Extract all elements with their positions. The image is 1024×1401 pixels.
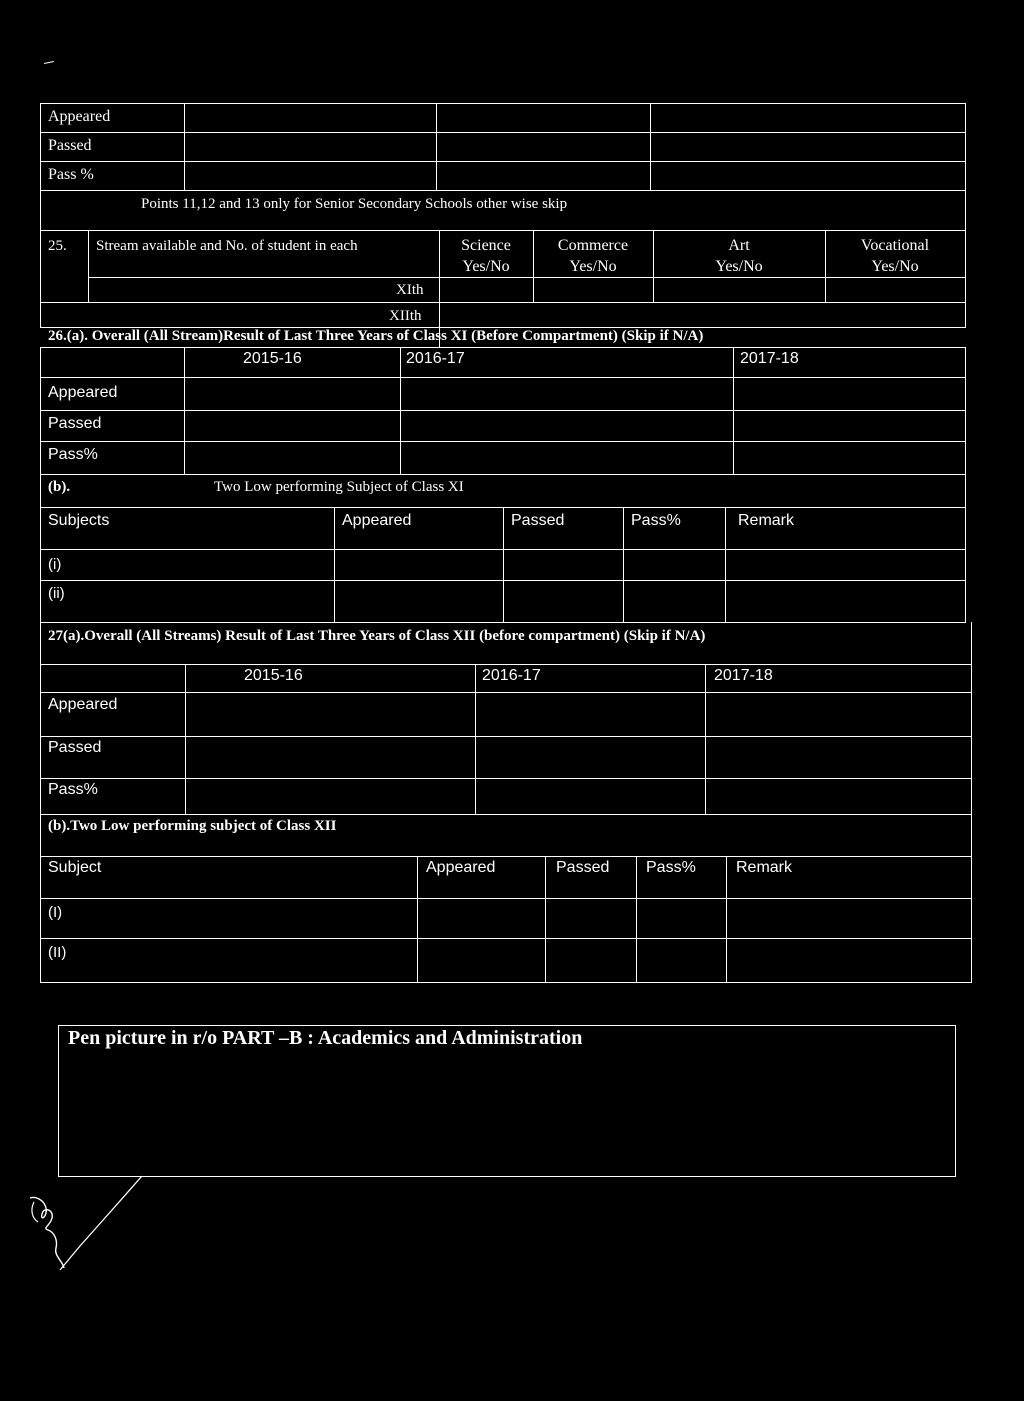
q26-row-passed: Passed [48,415,102,432]
q27-subject-2: (II) [48,944,67,961]
stream-vocational-yesno: Yes/No [871,258,919,275]
stream-art-yesno: Yes/No [715,258,763,275]
pen-picture-title: Pen picture in r/o PART –B : Academics and Administration [68,1027,583,1049]
stream-commerce: Commerce [557,237,629,254]
stream-vocational: Vocational [860,237,930,254]
row-label-pass-percent: Pass % [48,166,94,183]
q26-subject-2: (ii) [48,585,65,602]
q27-header-passed: Passed [556,859,610,876]
q27a-title: 27(a).Overall (All Streams) Result of Last Three Years of Class XII (before compartment) (Skip if N/A) [48,628,706,644]
q27-year-1: 2015-16 [244,667,303,684]
stray-mark [44,61,54,64]
q27-row-pass-percent: Pass% [48,781,98,798]
q26-year-2: 2016-17 [406,350,465,367]
class-xith: XIth [396,282,424,298]
q27-year-3: 2017-18 [714,667,773,684]
q27b-title: (b).Two Low performing subject of Class XII [48,818,337,834]
q27-year-2: 2016-17 [482,667,541,684]
senior-secondary-note: Points 11,12 and 13 only for Senior Secondary Schools other wise skip [141,196,568,212]
q27-row-appeared: Appeared [48,696,118,713]
q27-header-appeared: Appeared [426,859,496,876]
q27-header-subject: Subject [48,859,102,876]
q27-row-passed: Passed [48,739,102,756]
q26-year-1: 2015-16 [243,350,302,367]
q26-header-appeared: Appeared [342,512,412,529]
q27-subject-1: (I) [48,904,63,921]
stream-commerce-yesno: Yes/No [569,258,617,275]
stream-art: Art [728,237,750,254]
q26-header-subjects: Subjects [48,512,110,529]
q26a-title: 26.(a). Overall (All Stream)Result of Last Three Years of Class XI (Before Compartment) (Skip if N/A) [48,328,704,344]
q25-number: 25. [48,238,67,254]
q26-header-remark: Remark [738,512,795,529]
q26-header-pass-percent: Pass% [631,512,681,529]
q26-row-pass-percent: Pass% [48,446,98,463]
signature [0,1170,180,1280]
class-xiith: XIIth [389,308,422,324]
row-label-appeared: Appeared [48,108,111,125]
q25-label: Stream available and No. of student in each [96,238,358,254]
q27-header-pass-percent: Pass% [646,859,696,876]
q26-subject-1: (i) [48,556,62,573]
q26-row-appeared: Appeared [48,384,118,401]
q27-header-remark: Remark [736,859,793,876]
q26b-number: (b). [48,479,71,495]
q26-header-passed: Passed [511,512,565,529]
q26-year-3: 2017-18 [740,350,799,367]
row-label-passed: Passed [48,137,92,154]
stream-science: Science [461,237,511,254]
pen-picture-box [58,1025,956,1177]
stream-science-yesno: Yes/No [462,258,510,275]
q26b-title: Two Low performing Subject of Class XI [214,479,464,495]
